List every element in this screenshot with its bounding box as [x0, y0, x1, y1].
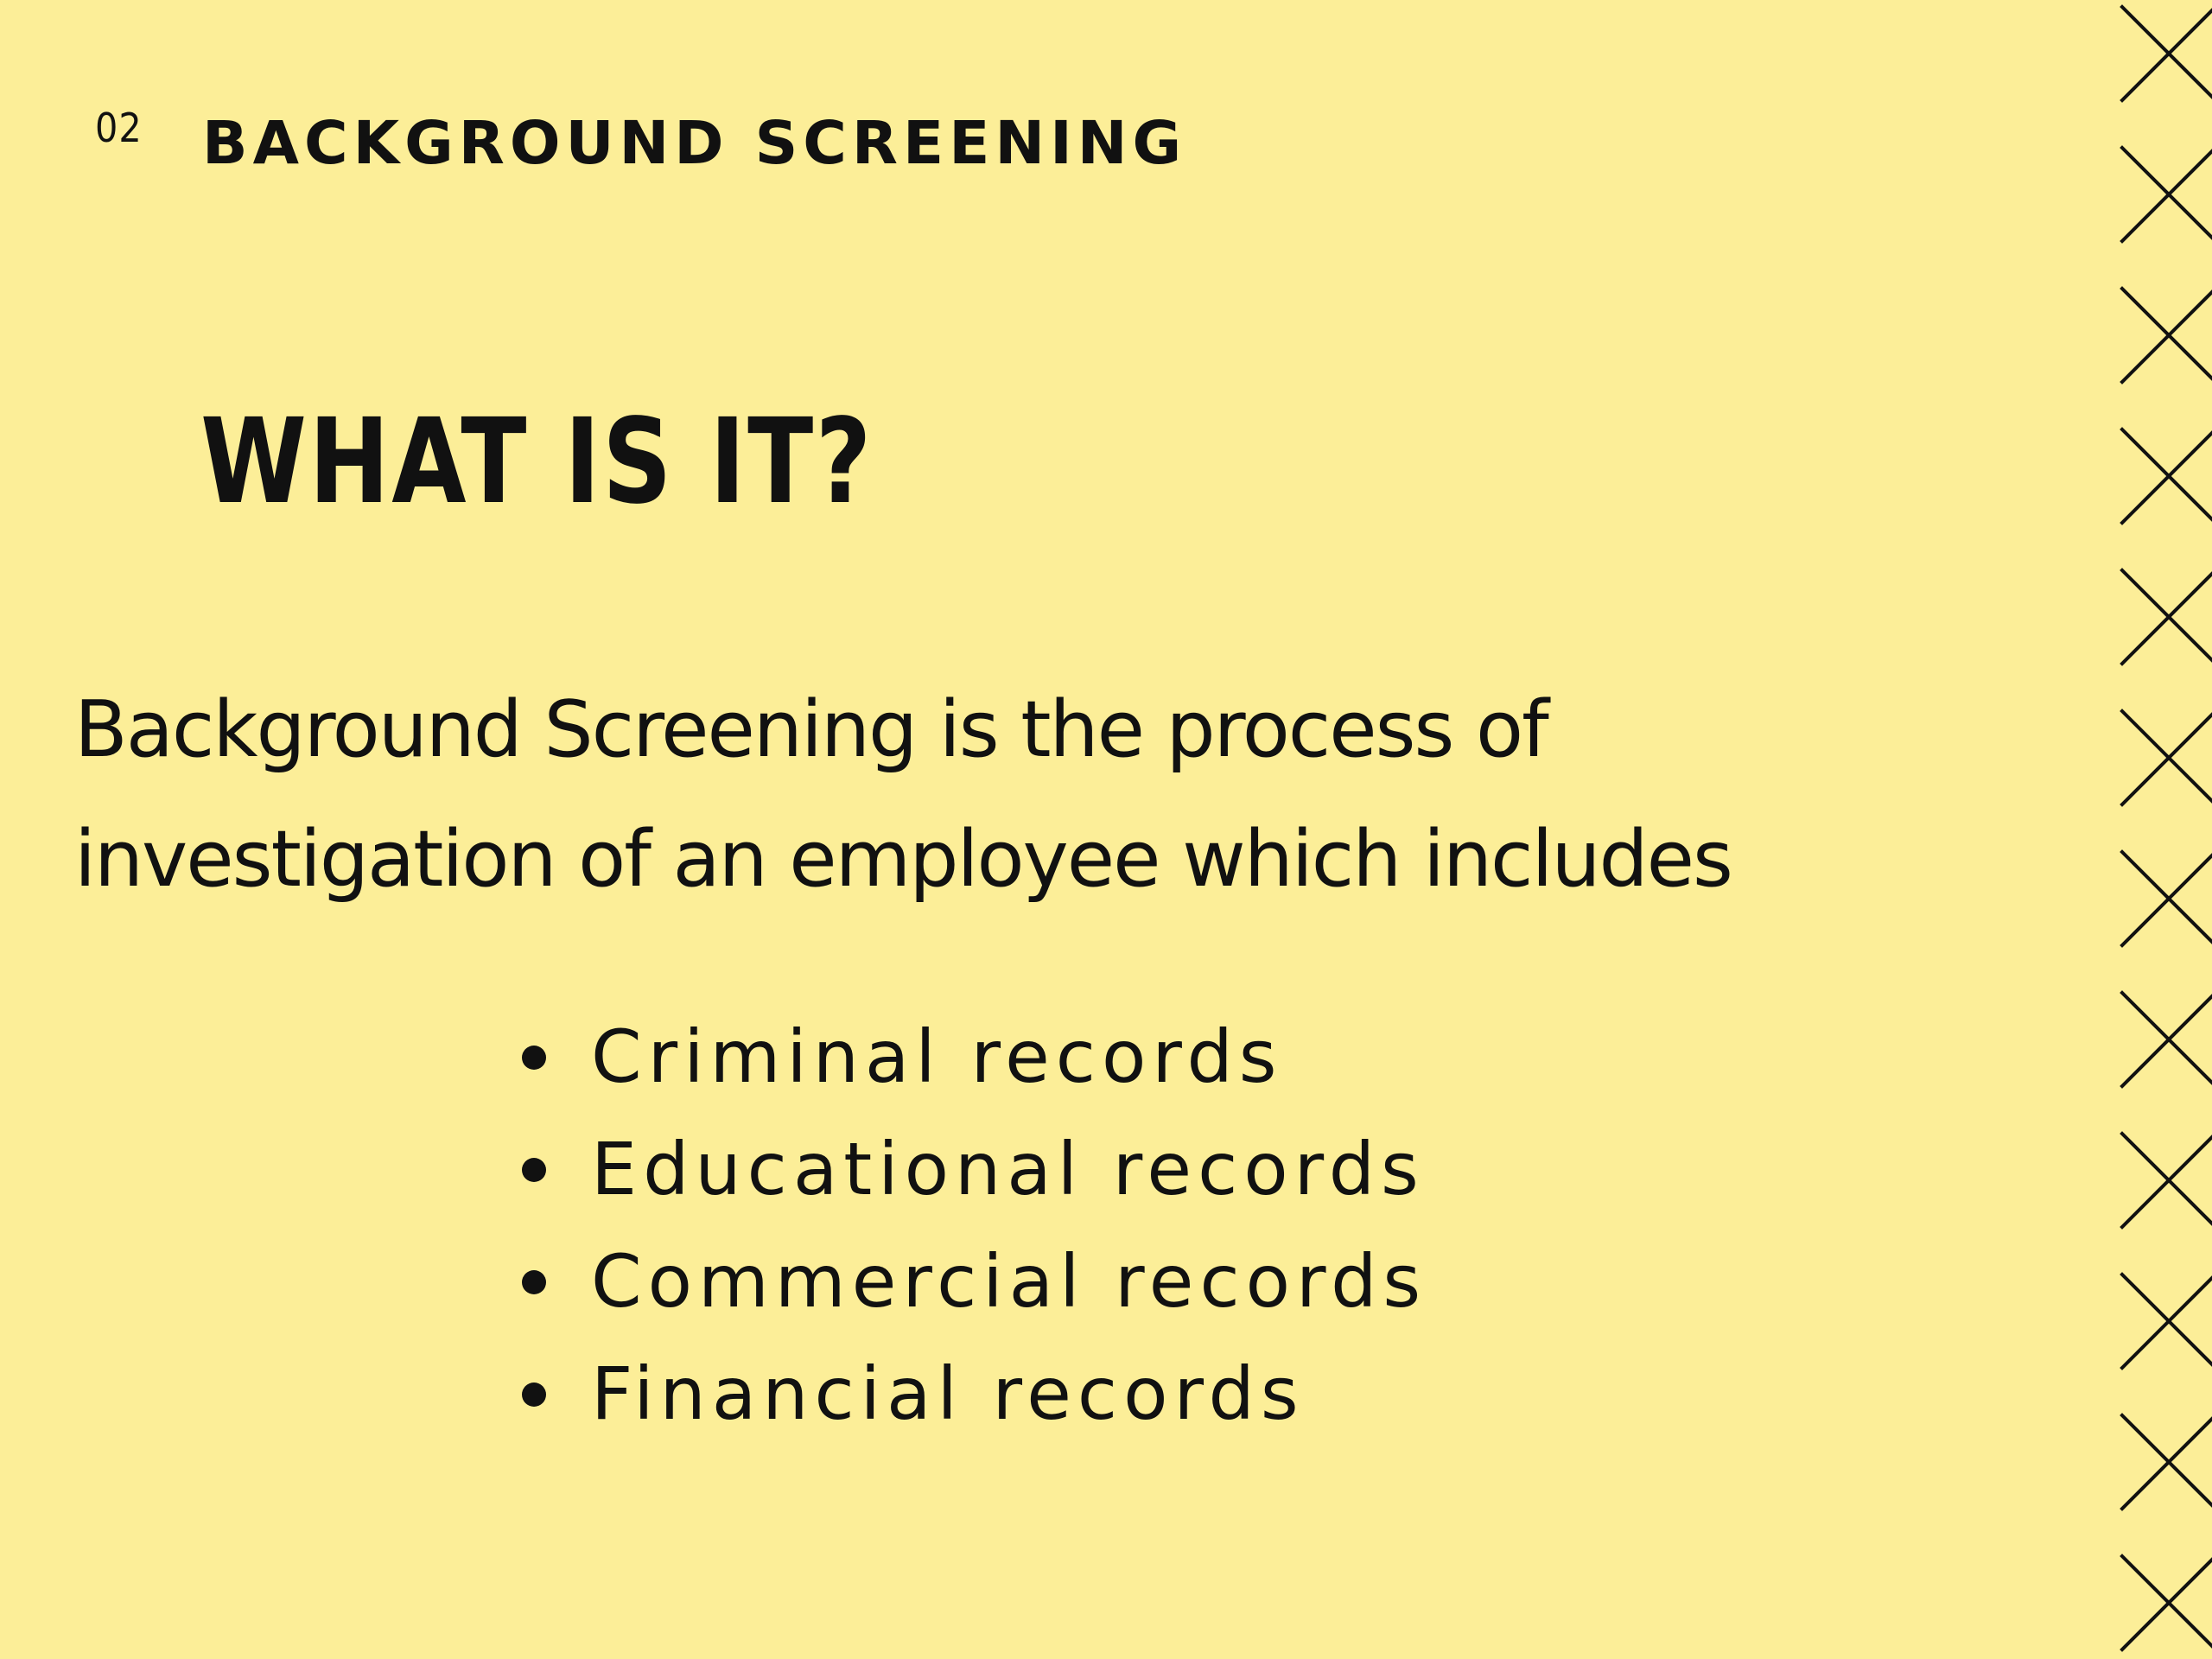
section-number: 02 — [95, 105, 143, 151]
cross-icon — [2122, 1134, 2212, 1227]
main-heading: WHAT IS IT? — [200, 394, 874, 531]
description-line-2: investigation of an employee which includes — [74, 814, 1732, 905]
list-item-educational-records — [515, 1122, 1427, 1234]
cross-icon — [2122, 429, 2212, 523]
cross-icon — [2122, 1415, 2212, 1509]
bullet-icon — [522, 1158, 546, 1182]
cross-icon — [2122, 289, 2212, 382]
description — [74, 665, 1846, 925]
cross-icon — [2122, 1556, 2212, 1649]
bullet-icon — [522, 1046, 546, 1070]
list-item-criminal-records — [515, 1009, 1427, 1122]
cross-icon — [2122, 852, 2212, 945]
list-item-financial-records — [515, 1346, 1427, 1459]
cross-icon — [2122, 1274, 2212, 1368]
record-list — [515, 1009, 1427, 1459]
cross-pattern — [2119, 0, 2212, 1659]
list-item-label: Educational records — [591, 1127, 1425, 1211]
bullet-icon — [522, 1382, 546, 1407]
list-item-label: Commercial records — [591, 1239, 1427, 1324]
bullet-icon — [522, 1270, 546, 1294]
list-item-label: Financial records — [591, 1351, 1305, 1436]
description-line-1: Background Screening is the process of — [74, 684, 1548, 775]
section-title: BACKGROUND SCREENING — [202, 109, 1187, 178]
cross-icon — [2122, 148, 2212, 241]
list-item-commercial-records — [515, 1234, 1427, 1346]
cross-icon — [2122, 711, 2212, 804]
cross-icon — [2122, 7, 2212, 100]
cross-pattern-strip — [2119, 0, 2212, 1659]
cross-icon — [2122, 570, 2212, 664]
cross-icon — [2122, 993, 2212, 1086]
list-item-label: Criminal records — [591, 1014, 1283, 1099]
